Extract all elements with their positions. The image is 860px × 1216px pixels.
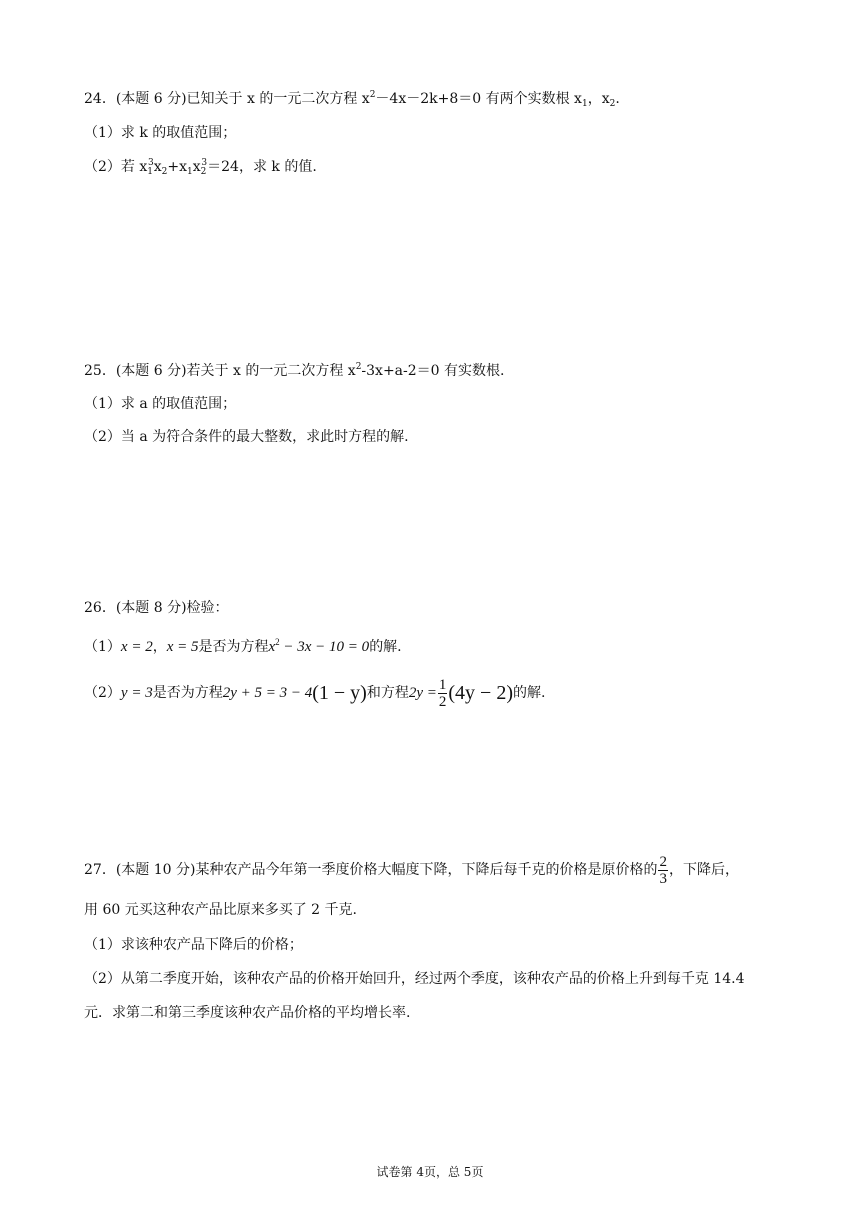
q26-part1: （1）x = 2，x = 5是否为方程$x^2 - 3x - 10 = 0$的解. [84, 637, 402, 655]
q24-stem: 24．(本题 6 分)已知关于 x 的一元二次方程 $x^2-4x-2k+8=0$ 有两个实数根 $x_1$，$x_2$. [84, 90, 620, 109]
q25-part1: （1）求 a 的取值范围； [84, 396, 237, 412]
q25-stem: 25．(本题 6 分)若关于 x 的一元二次方程 $x^2-3x+a-2=0$ 有实数根. [84, 362, 505, 379]
q27-part2-line1: （2）从第二季度开始，该种农产品的价格开始回升，经过两个季度，该种农产品的价格上升到每千克 14.4 [84, 971, 745, 987]
fraction-one-half: $\frac{1}{2}$ [438, 676, 447, 710]
fraction-two-thirds: $\frac{2}{3}$ [659, 853, 667, 887]
q24-part2: （2）若 $x_1^3x_2+x_1x_2^3=24$，求 k 的值. [84, 158, 317, 177]
q26-stem: 26．(本题 8 分)检验： [84, 600, 229, 616]
q27-stem-line2: 用 60 元买这种农产品比原来多买了 2 千克. [84, 902, 357, 918]
q24-part1: （1）求 k 的取值范围； [84, 125, 237, 141]
q27-part1: （1）求该种农产品下降后的价格； [84, 937, 303, 953]
q27-stem: 27．(本题 10 分)某种农产品今年第一季度价格大幅度下降，下降后每千克的价格是原价格的 $\frac{2}{3}$ ，下降后， [84, 853, 739, 887]
q27-part2-line2: 元．求第二和第三季度该种农产品价格的平均增长率. [84, 1005, 411, 1021]
q26-part2: （2）y = 3是否为方程2y + 5 = 3 − 4(1 − y)和方程2y = $\frac{1}{2}$ (4y − 2)的解. [84, 676, 546, 710]
page-footer: 试卷第 4页，总 5页 [376, 1165, 484, 1179]
q25-part2: （2）当 a 为符合条件的最大整数，求此时方程的解. [84, 429, 409, 445]
